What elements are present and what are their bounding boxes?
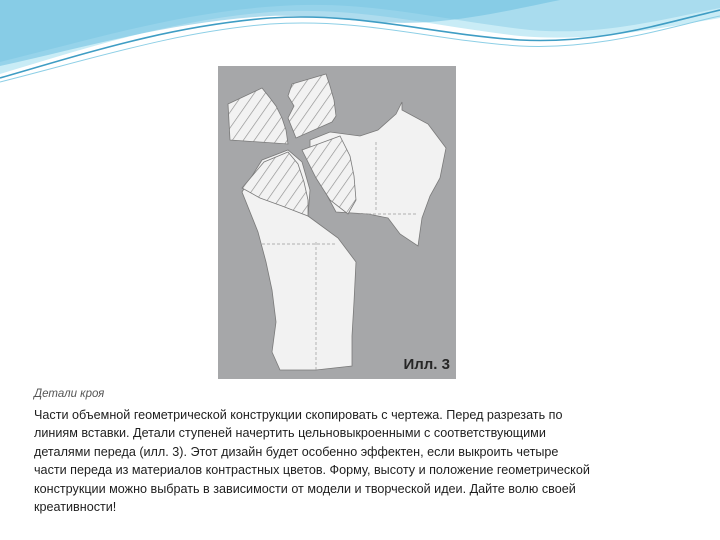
step-piece-upper-left [228, 88, 288, 144]
caption-line: части переда из материалов контрастных цветов. Форму, высоту и положение геометрической [34, 463, 590, 478]
figure-label: Илл. 3 [403, 356, 450, 373]
pattern-illustration [218, 66, 456, 379]
caption-block [27, 384, 695, 540]
caption-body [34, 406, 698, 516]
caption-line: Части объемной геометрической конструкции скопировать с чертежа. Перед разрезать по [34, 408, 563, 422]
caption-line: креативности! [34, 500, 117, 515]
caption-line: линиям вставки. Детали ступеней начертить цельновыкроенными с соответствующими [34, 426, 546, 441]
caption-line: деталями переда (илл. 3). Этот дизайн будет особенно эффектен, если выкроить четыре [34, 444, 559, 459]
caption-title: Детали кроя [34, 388, 105, 400]
step-piece-upper-middle [288, 74, 336, 138]
caption-line: конструкции можно выбрать в зависимости от модели и творческой идеи. Дайте волю своей [34, 481, 576, 496]
pattern-pieces-drawing [218, 66, 456, 379]
